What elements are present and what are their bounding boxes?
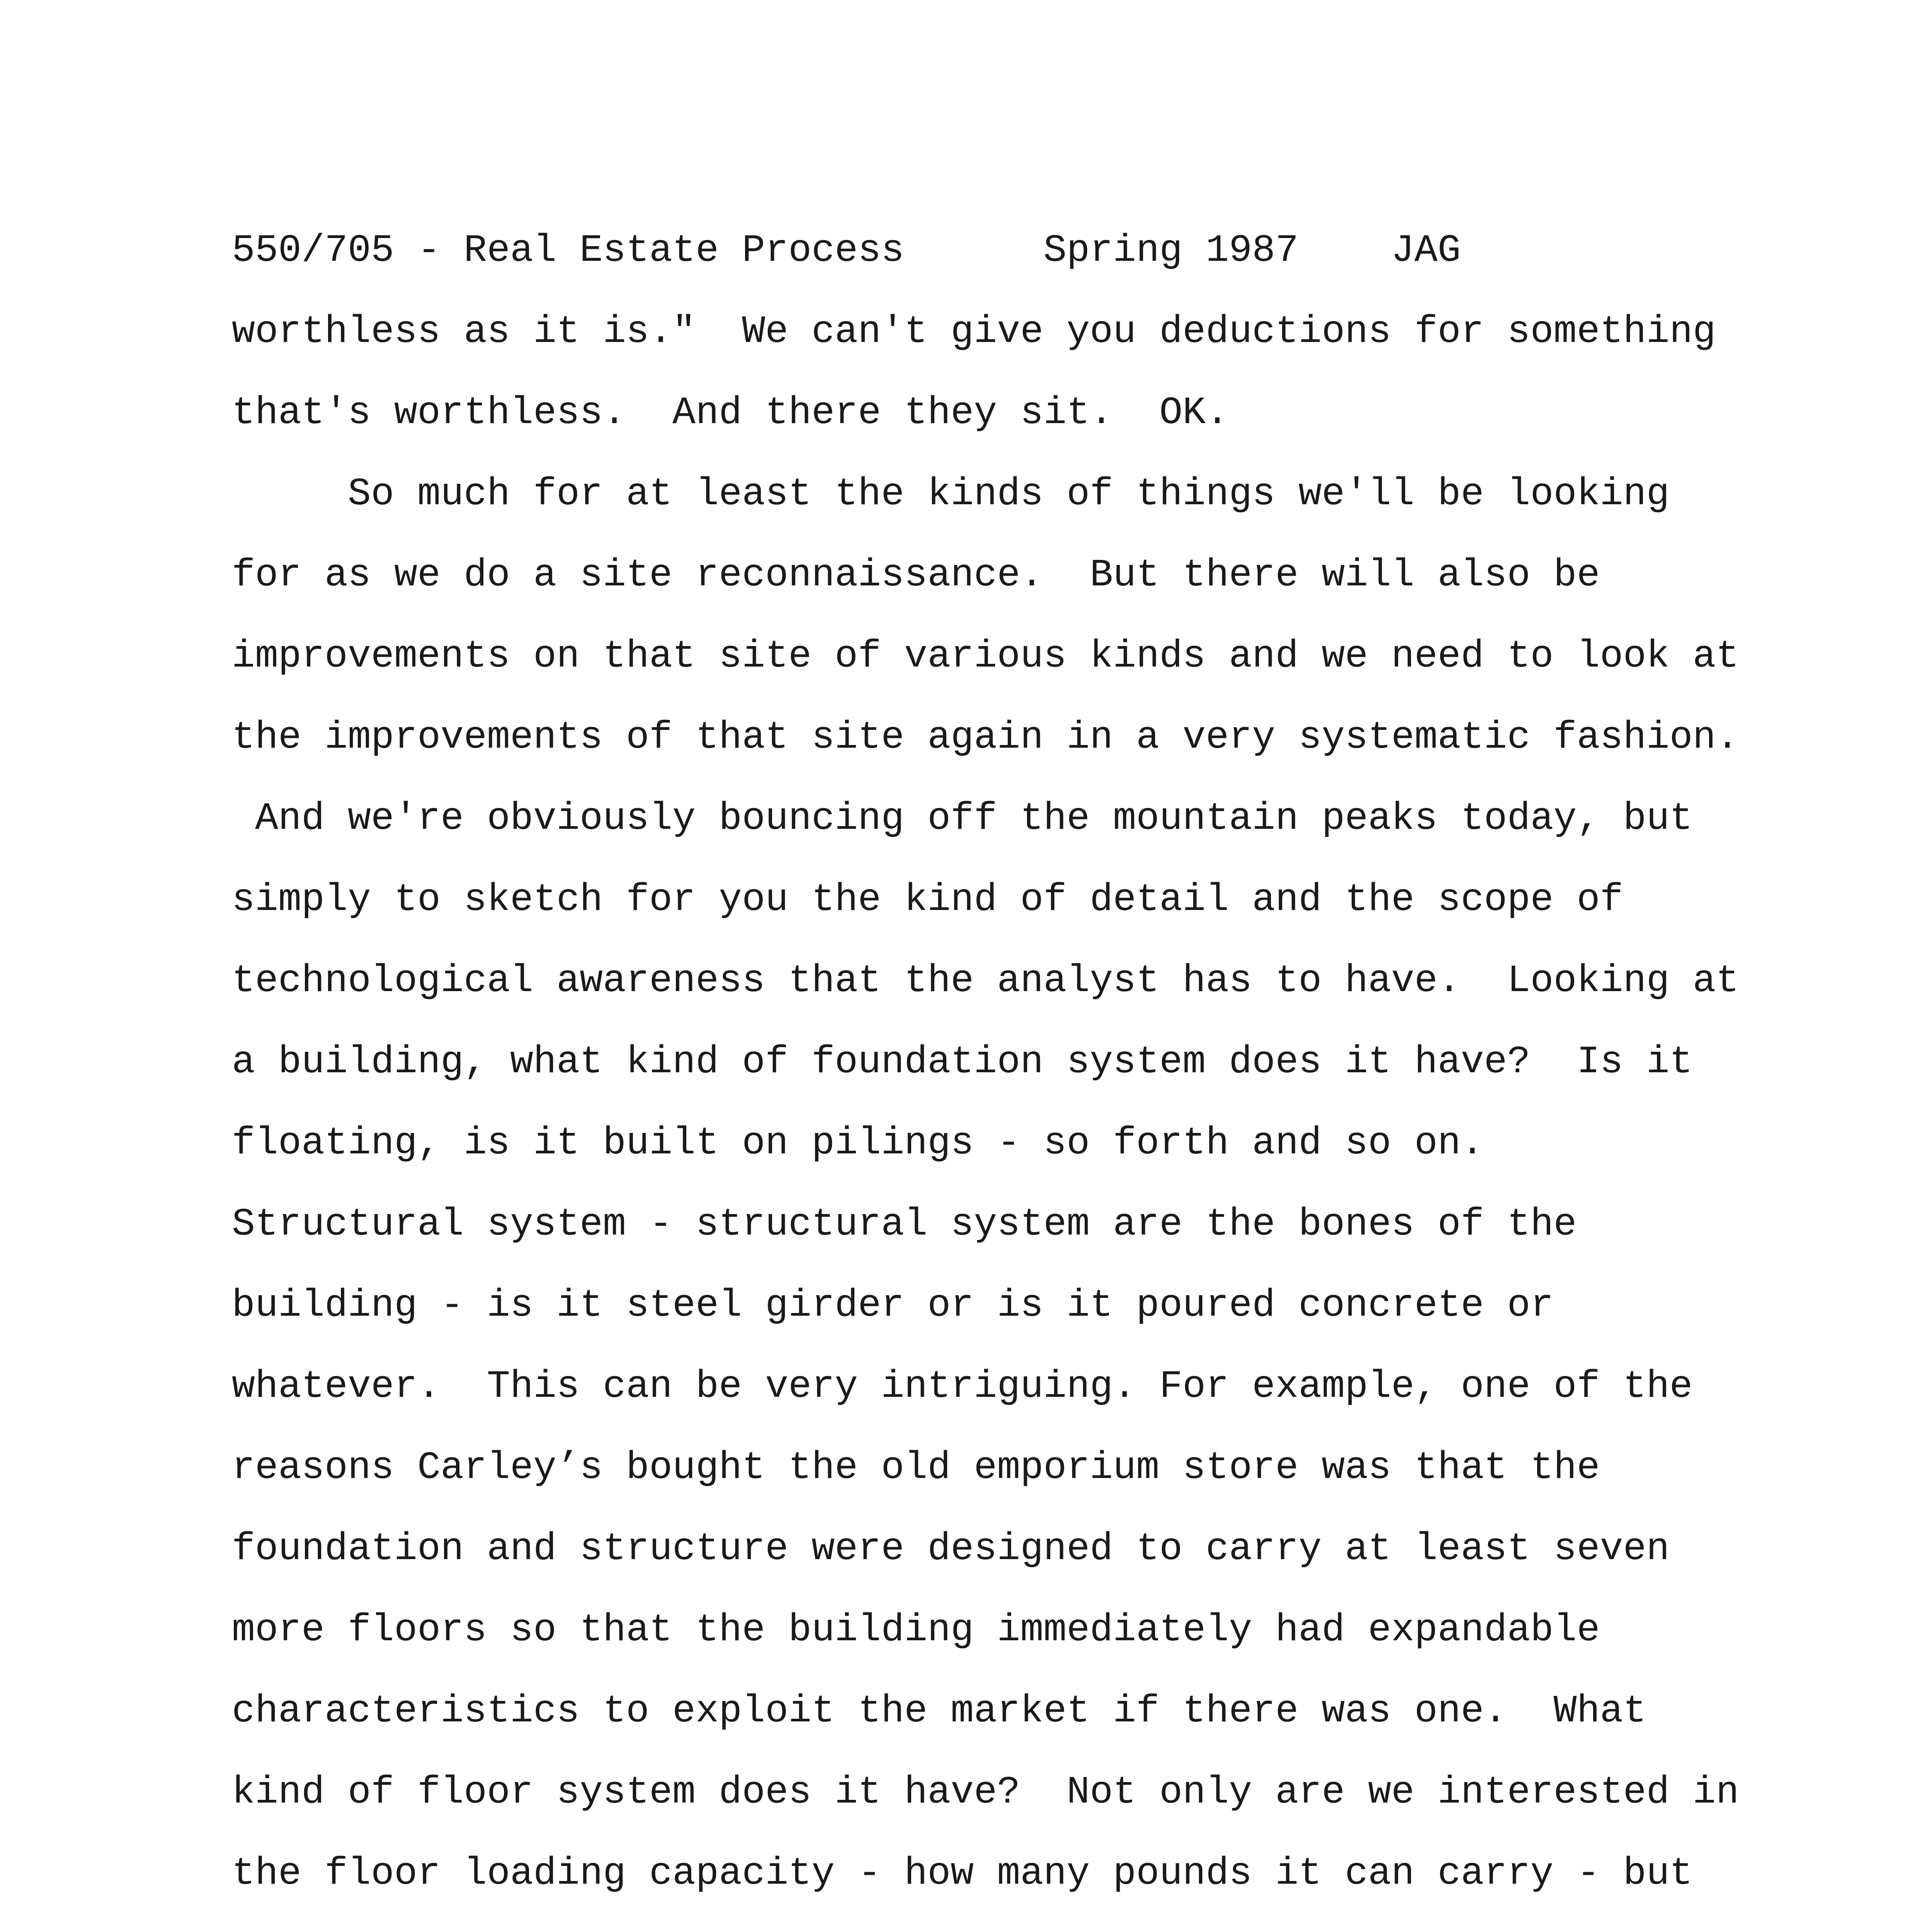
text-line: whatever. This can be very intriguing. For example, one of the xyxy=(232,1365,1693,1409)
text-line: technological awareness that the analyst has to have. Looking at xyxy=(232,959,1739,1003)
text-line: foundation and structure were designed to carry at least seven xyxy=(232,1527,1670,1571)
running-header: 550/705 - Real Estate Process Spring 1987 JAG xyxy=(232,229,1461,273)
text-line: the improvements of that site again in a very systematic fashion. xyxy=(232,716,1739,760)
text-line: floating, is it built on pilings - so forth and so on. xyxy=(232,1122,1484,1165)
text-line: for as we do a site reconnaissance. But there will also be xyxy=(232,554,1600,597)
text-line: Structural system - structural system are the bones of the xyxy=(232,1203,1577,1247)
text-line: building - is it steel girder or is it poured concrete or xyxy=(232,1284,1554,1328)
text-line: that's worthless. And there they sit. OK. xyxy=(232,391,1229,435)
text-line: And we're obviously bouncing off the mountain peaks today, but xyxy=(232,797,1693,841)
text-line: kind of floor system does it have? Not only are we interested in xyxy=(232,1771,1739,1815)
text-line: characteristics to exploit the market if there was one. What xyxy=(232,1690,1646,1733)
text-line: reasons Carley’s bought the old emporium store was that the xyxy=(232,1446,1600,1490)
text-line: a building, what kind of foundation system does it have? Is it xyxy=(232,1041,1693,1084)
text-line: simply to sketch for you the kind of detail and the scope of xyxy=(232,878,1623,922)
text-line: worthless as it is." We can't give you deductions for something xyxy=(232,310,1716,354)
text-line: more floors so that the building immediately had expandable xyxy=(232,1609,1600,1652)
text-line: improvements on that site of various kinds and we need to look at xyxy=(232,635,1739,679)
text-line: So much for at least the kinds of things we'll be looking xyxy=(232,473,1670,516)
text-line: the floor loading capacity - how many pounds it can carry - but xyxy=(232,1852,1693,1896)
